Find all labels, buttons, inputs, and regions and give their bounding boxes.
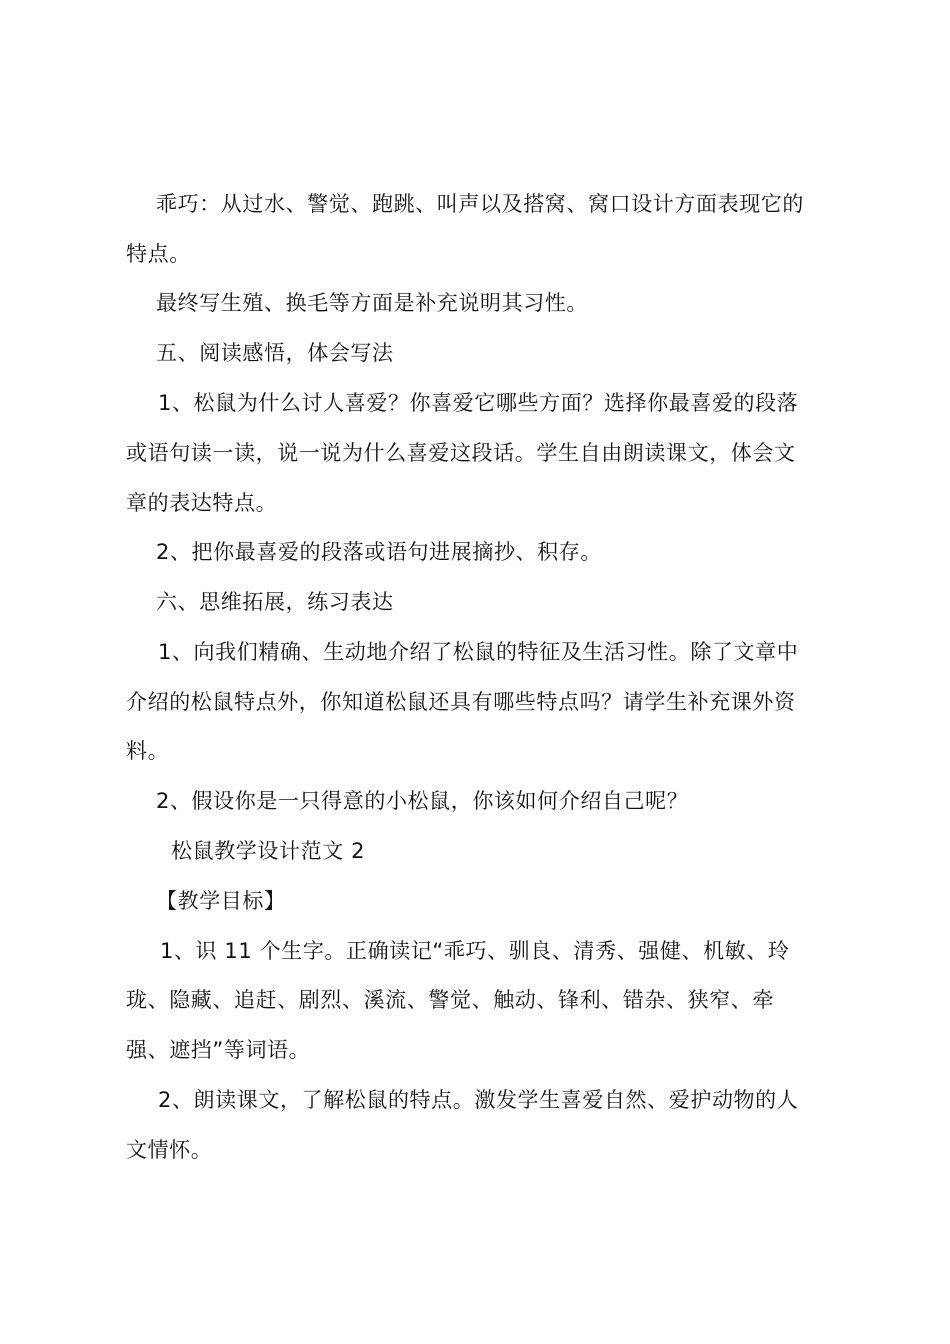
paragraph-line: 2、假设你是一只得意的小松鼠，你该如何介绍自己呢？	[156, 789, 689, 813]
paragraph-line: 1、松鼠为什么讨人喜爱？你喜爱它哪些方面？选择你最喜爱的段落	[158, 391, 799, 415]
paragraph-line: 强、遮挡”等词语。	[126, 1038, 311, 1062]
paragraph-line: 介绍的松鼠特点外，你知道松鼠还具有哪些特点吗？请学生补充课外资	[126, 690, 796, 714]
paragraph-line: 乖巧：从过水、警觉、跑跳、叫声以及搭窝、窝口设计方面表现它的	[156, 192, 804, 216]
document-title: 松鼠教学设计范文 2	[171, 839, 366, 863]
paragraph-line: 章的表达特点。	[126, 491, 278, 515]
paragraph-line: 1、识 11 个生字。正确读记“乖巧、驯良、清秀、强健、机敏、玲	[160, 939, 790, 963]
paragraph-line: 文情怀。	[126, 1138, 213, 1162]
paragraph-line: 2、把你最喜爱的段落或语句进展摘抄、积存。	[156, 540, 602, 564]
paragraph-line: 2、朗读课文，了解松鼠的特点。激发学生喜爱自然、爱护动物的人	[158, 1088, 799, 1112]
section-heading: 五、阅读感悟，体会写法	[156, 341, 394, 365]
paragraph-line: 或语句读一读，说一说为什么喜爱这段话。学生自由朗读课文，体会文	[126, 441, 796, 465]
paragraph-line: 特点。	[126, 242, 191, 266]
paragraph-line: 最终写生殖、换毛等方面是补充说明其习性。	[156, 291, 588, 315]
paragraph-line: 料。	[126, 739, 170, 763]
paragraph-line: 1、向我们精确、生动地介绍了松鼠的特征及生活习性。除了文章中	[158, 640, 799, 664]
paragraph-line: 珑、隐藏、追赶、剧烈、溪流、警觉、触动、锋利、错杂、狭窄、牵	[126, 988, 774, 1012]
section-heading: 【教学目标】	[156, 889, 286, 913]
section-heading: 六、思维拓展，练习表达	[156, 590, 394, 614]
